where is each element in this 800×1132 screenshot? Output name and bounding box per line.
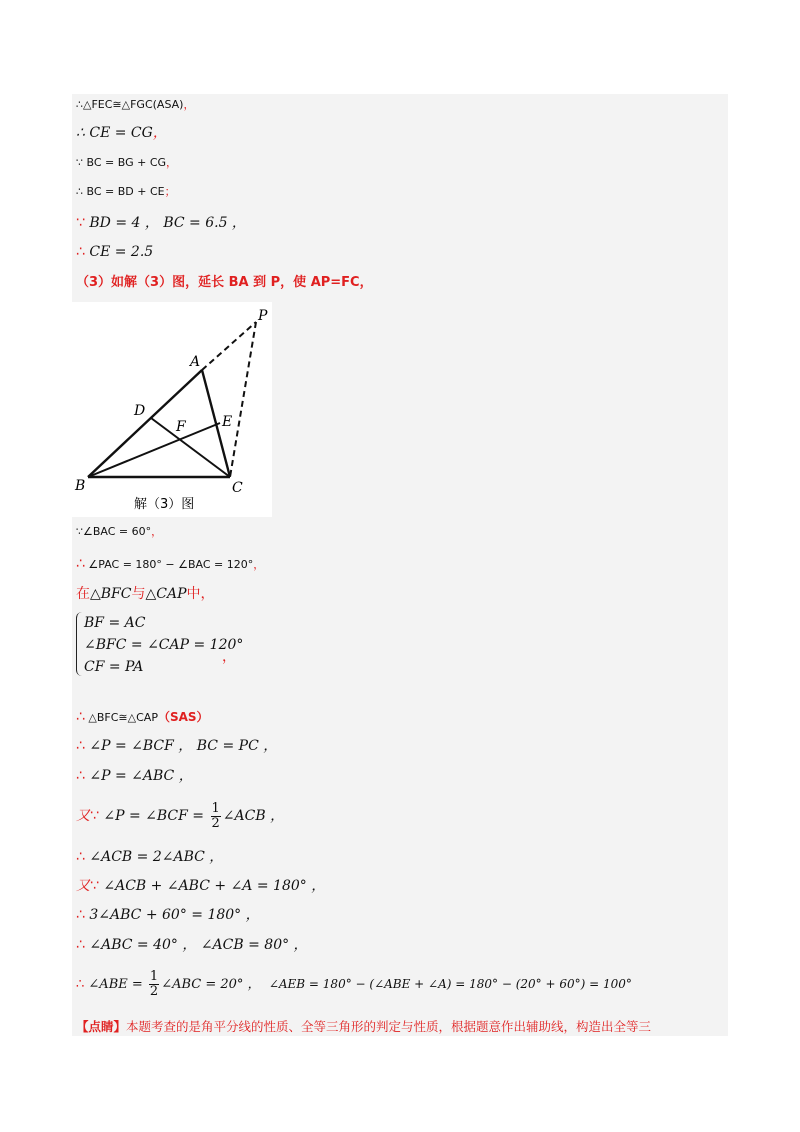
- label-B: B: [75, 478, 86, 494]
- proof-line-16: 又∵ ∠ACB + ∠ABC + ∠A = 180° ，: [76, 878, 326, 894]
- proof-line-14: 又∵ ∠P = ∠BCF = $\frac{1}{2}$ ∠ACB ，: [76, 800, 285, 831]
- system-eq-1: BF = AC: [84, 615, 146, 631]
- proof-line-5: ∵ BD = 4 ， BC = 6.5 ，: [76, 215, 246, 231]
- label-D: D: [134, 403, 146, 419]
- proof-line-11: ∴ △BFC≅△CAP（SAS）: [76, 709, 209, 725]
- segment-CD: [151, 418, 230, 477]
- fraction-half: $\frac{1}{2}$: [211, 800, 220, 831]
- fraction-half-2: $\frac{1}{2}$: [149, 969, 159, 999]
- system-eq-2: ∠BFC = ∠CAP = 120°: [84, 637, 244, 653]
- segment-PC: [230, 322, 256, 477]
- label-C: C: [232, 480, 243, 496]
- label-F: F: [176, 419, 186, 435]
- geometry-figure: [72, 302, 272, 517]
- proof-line-6: ∴ CE = 2.5: [76, 244, 154, 260]
- label-A: A: [190, 354, 201, 370]
- system-eq-3: CF = PA: [84, 659, 144, 675]
- comment-line: 【点睛】本题考查的是角平分线的性质、全等三角形的判定与性质，根据题意作出辅助线，构造出全等三: [76, 1019, 652, 1034]
- proof-line-2: ∴ CE = CG，: [76, 125, 167, 141]
- proof-line-10: 在△BFC与△CAP中，: [76, 586, 215, 602]
- segment-BE: [88, 423, 220, 477]
- proof-line-8: ∵∠BAC = 60°，: [76, 525, 163, 538]
- figure-caption: 解（3）图: [134, 497, 195, 512]
- proof-line-15: ∴ ∠ACB = 2∠ABC ，: [76, 849, 224, 865]
- proof-line-3: ∵ BC = BG + CG，: [76, 156, 178, 169]
- proof-line-13: ∴ ∠P = ∠ABC ，: [76, 768, 193, 784]
- triangle-diagram: [72, 302, 272, 517]
- proof-line-1: ∴△FEC≅△FGC(ASA)，: [76, 98, 195, 111]
- label-P: P: [258, 308, 268, 324]
- proof-line-19: ∴ ∠ABE = $\frac{1}{2}$ ∠ABC = 20° ， ∠AEB = 180° − (∠ABE + ∠A) = 180° − (20° + 60°) = 100°: [76, 969, 632, 999]
- segment-AP: [202, 322, 256, 370]
- proof-line-18: ∴ ∠ABC = 40° ， ∠ACB = 80° ，: [76, 937, 308, 953]
- proof-line-9: ∴ ∠PAC = 180° − ∠BAC = 120°，: [76, 556, 265, 572]
- part-3-heading: （3）如解（3）图，延长 BA 到 P，使 AP=FC，: [76, 275, 373, 290]
- system-comma: ，: [222, 649, 236, 665]
- proof-line-12: ∴ ∠P = ∠BCF ， BC = PC ，: [76, 738, 278, 754]
- proof-line-17: ∴ 3∠ABC + 60° = 180° ，: [76, 907, 260, 923]
- label-E: E: [222, 414, 233, 430]
- proof-line-4: ∴ BC = BD + CE；: [76, 185, 176, 198]
